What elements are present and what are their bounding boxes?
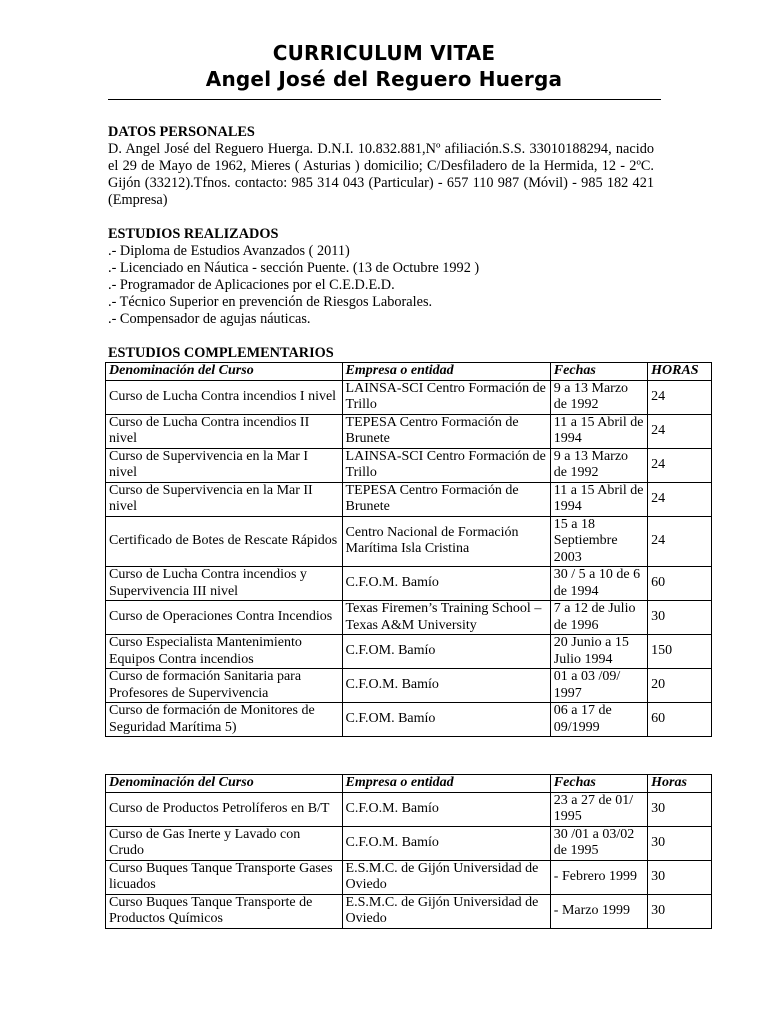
entity-cell: C.F.OM. Bamío — [342, 635, 550, 669]
course-name-cell: Curso de formación de Monitores de Seguridad Marítima 5) — [106, 703, 343, 737]
dates-cell: 20 Junio a 15 Julio 1994 — [550, 635, 647, 669]
table-row — [106, 380, 712, 414]
document-title: CURRICULUM VITAE — [272, 41, 496, 65]
table-row — [106, 414, 712, 448]
hours-cell: 150 — [648, 635, 712, 669]
header-divider — [108, 99, 661, 100]
course-name-cell: Curso de Lucha Contra incendios I nivel — [106, 380, 343, 414]
studies-item: .- Técnico Superior en prevención de Riesgos Laborales. — [108, 294, 433, 310]
hours-cell: 30 — [648, 826, 712, 860]
table-header-row — [106, 775, 712, 793]
dates-cell: - Marzo 1999 — [550, 894, 647, 928]
dates-cell: 01 a 03 /09/ 1997 — [550, 669, 647, 703]
course-name-cell: Curso de Productos Petrolíferos en B/T — [106, 792, 343, 826]
entity-cell: E.S.M.C. de Gijón Universidad de Oviedo — [342, 860, 550, 894]
entity-cell: C.F.O.M. Bamío — [342, 669, 550, 703]
hours-cell: 24 — [648, 516, 712, 567]
dates-cell: 9 a 13 Marzo de 1992 — [550, 380, 647, 414]
dates-cell: 9 a 13 Marzo de 1992 — [550, 448, 647, 482]
course-name-cell: Curso de Operaciones Contra Incendios — [106, 601, 343, 635]
col-dates-header: Fechas — [550, 363, 647, 381]
course-name-cell: Curso de Supervivencia en la Mar II nivel — [106, 482, 343, 516]
personal-heading: DATOS PERSONALES — [108, 124, 255, 140]
col-course-header: Denominación del Curso — [106, 775, 343, 793]
entity-cell: LAINSA-SCI Centro Formación de Trillo — [342, 380, 550, 414]
hours-cell: 20 — [648, 669, 712, 703]
table-row — [106, 792, 712, 826]
course-name-cell: Curso Buques Tanque Transporte Gases licuados — [106, 860, 343, 894]
table-row — [106, 567, 712, 601]
entity-cell: C.F.OM. Bamío — [342, 703, 550, 737]
course-name-cell: Curso de Supervivencia en la Mar I nivel — [106, 448, 343, 482]
course-name-cell: Curso Buques Tanque Transporte de Productos Químicos — [106, 894, 343, 928]
courses-table-2 — [105, 774, 712, 929]
document-header — [0, 40, 768, 92]
course-name-cell: Curso de Lucha Contra incendios II nivel — [106, 414, 343, 448]
dates-cell: 7 a 12 de Julio de 1996 — [550, 601, 647, 635]
table-row — [106, 860, 712, 894]
course-name-cell: Curso de Lucha Contra incendios y Supervivencia III nivel — [106, 567, 343, 601]
table-header-row — [106, 363, 712, 381]
hours-cell: 60 — [648, 703, 712, 737]
hours-cell: 60 — [648, 567, 712, 601]
hours-cell: 30 — [648, 792, 712, 826]
courses-table-1 — [105, 362, 712, 737]
personal-text: D. Angel José del Reguero Huerga. D.N.I. 10.832.881,Nº afiliación.S.S. 33010188294, nacido el 29 de Mayo de 1962, Mieres ( Asturias ) domicilio; C/Desfiladero de la Hermida, 12 - 2ºC. Gijón (33212).Tfnos. contacto: 985 314 043 (Particular) - 657 110 987 (Móvil) - 985 182 421 (Empresa) — [108, 141, 654, 208]
table-row — [106, 516, 712, 567]
entity-cell: Centro Nacional de Formación Marítima Isla Cristina — [342, 516, 550, 567]
entity-cell: TEPESA Centro Formación de Brunete — [342, 482, 550, 516]
table-row — [106, 601, 712, 635]
table-row — [106, 482, 712, 516]
hours-cell: 24 — [648, 380, 712, 414]
course-name-cell: Curso Especialista Mantenimiento Equipos Contra incendios — [106, 635, 343, 669]
studies-item: .- Licenciado en Náutica - sección Puente. (13 de Octubre 1992 ) — [108, 260, 480, 276]
col-entity-header: Empresa o entidad — [342, 775, 550, 793]
hours-cell: 30 — [648, 860, 712, 894]
hours-cell: 30 — [648, 894, 712, 928]
dates-cell: 11 a 15 Abril de 1994 — [550, 482, 647, 516]
hours-cell: 24 — [648, 448, 712, 482]
col-dates-header: Fechas — [550, 775, 647, 793]
dates-cell: 30 / 5 a 10 de 6 de 1994 — [550, 567, 647, 601]
course-name-cell: Certificado de Botes de Rescate Rápidos — [106, 516, 343, 567]
hours-cell: 24 — [648, 414, 712, 448]
entity-cell: C.F.O.M. Bamío — [342, 826, 550, 860]
hours-cell: 24 — [648, 482, 712, 516]
dates-cell: 15 a 18 Septiembre 2003 — [550, 516, 647, 567]
course-name-cell: Curso de formación Sanitaria para Profesores de Supervivencia — [106, 669, 343, 703]
table-row — [106, 826, 712, 860]
dates-cell: 23 a 27 de 01/ 1995 — [550, 792, 647, 826]
studies-item: .- Diploma de Estudios Avanzados ( 2011) — [108, 243, 350, 259]
dates-cell: 06 a 17 de 09/1999 — [550, 703, 647, 737]
col-course-header: Denominación del Curso — [106, 363, 343, 381]
studies-heading: ESTUDIOS REALIZADOS — [108, 226, 279, 242]
entity-cell: LAINSA-SCI Centro Formación de Trillo — [342, 448, 550, 482]
col-entity-header: Empresa o entidad — [342, 363, 550, 381]
table-row — [106, 635, 712, 669]
dates-cell: 30 /01 a 03/02 de 1995 — [550, 826, 647, 860]
entity-cell: C.F.O.M. Bamío — [342, 792, 550, 826]
cv-body — [108, 124, 699, 737]
entity-cell: E.S.M.C. de Gijón Universidad de Oviedo — [342, 894, 550, 928]
entity-cell: TEPESA Centro Formación de Brunete — [342, 414, 550, 448]
studies-item: .- Compensador de agujas náuticas. — [108, 311, 311, 327]
entity-cell: C.F.O.M. Bamío — [342, 567, 550, 601]
course-name-cell: Curso de Gas Inerte y Lavado con Crudo — [106, 826, 343, 860]
table-row — [106, 669, 712, 703]
dates-cell: - Febrero 1999 — [550, 860, 647, 894]
table-row — [106, 703, 712, 737]
entity-cell: Texas Firemen’s Training School – Texas A&M University — [342, 601, 550, 635]
dates-cell: 11 a 15 Abril de 1994 — [550, 414, 647, 448]
table-row — [106, 894, 712, 928]
col-hours-header: HORAS — [648, 363, 712, 381]
studies-item: .- Programador de Aplicaciones por el C.E.D.E.D. — [108, 277, 395, 293]
hours-cell: 30 — [648, 601, 712, 635]
col-hours-header: Horas — [648, 775, 712, 793]
table-row — [106, 448, 712, 482]
complementary-heading: ESTUDIOS COMPLEMENTARIOS — [108, 345, 334, 361]
person-name: Angel José del Reguero Huerga — [205, 67, 563, 91]
